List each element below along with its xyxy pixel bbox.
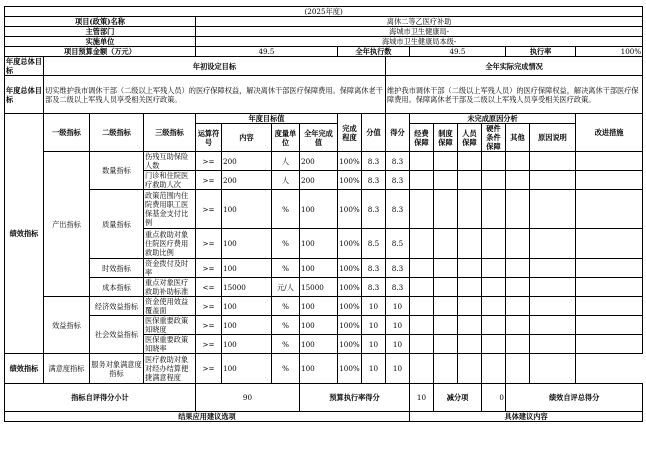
budget-score: 10	[410, 384, 434, 412]
row-score: 10	[362, 354, 386, 384]
empty-cell	[506, 259, 530, 278]
row-content: 100	[222, 297, 272, 316]
header-r5: 其他	[506, 124, 530, 152]
budget-value: 49.5	[196, 47, 338, 57]
empty-cell	[410, 278, 434, 297]
empty-cell	[458, 297, 482, 316]
header-score: 分值	[362, 114, 386, 152]
empty-cell	[576, 190, 643, 229]
empty-cell	[458, 316, 482, 335]
exec-value: 49.5	[410, 47, 506, 57]
unit: 海城市卫生健康局本级-	[196, 37, 643, 47]
project-name-label: 项目(政策)名称	[5, 17, 196, 27]
row-content: 200	[222, 171, 272, 190]
row-op: >=	[196, 152, 222, 171]
header-r4: 硬件条件保障	[482, 124, 506, 152]
row-value: 200	[300, 171, 338, 190]
row-value: 100	[300, 259, 338, 278]
table-row	[5, 278, 643, 297]
empty-cell	[506, 297, 530, 316]
row-op: >=	[196, 335, 222, 354]
empty-cell	[576, 335, 643, 354]
empty-cell	[576, 316, 643, 335]
empty-cell	[506, 171, 530, 190]
row-degree: 100%	[338, 229, 362, 259]
empty-cell	[434, 297, 458, 316]
self-score: 90	[196, 384, 300, 412]
rate-label: 执行率	[506, 47, 576, 57]
total-label: 绩效自评总得分	[506, 384, 643, 412]
row-content: 100	[222, 316, 272, 335]
group-social: 社会效益指标	[90, 316, 144, 354]
empty-cell	[458, 171, 482, 190]
empty-cell	[458, 335, 482, 354]
empty-cell	[434, 171, 458, 190]
empty-cell	[410, 259, 434, 278]
project-name: 离休二等乙医疗补助	[196, 17, 643, 27]
row-degree: 100%	[338, 152, 362, 171]
empty-cell	[506, 316, 530, 335]
empty-cell	[506, 190, 530, 229]
group-cost: 成本指标	[90, 278, 144, 297]
group-perf2: 绩效指标	[5, 354, 44, 384]
row-score: 8.3	[362, 152, 386, 171]
row-name: 医疗救助对象对经办结算便捷满意程度	[144, 354, 196, 384]
table-row	[5, 152, 643, 171]
empty-cell	[410, 297, 434, 316]
empty-cell	[530, 297, 576, 316]
empty-cell	[576, 297, 643, 316]
empty-cell	[434, 354, 458, 384]
empty-cell	[530, 354, 576, 384]
empty-cell	[576, 278, 643, 297]
row-value: 100	[300, 297, 338, 316]
table-row	[5, 297, 643, 316]
row-name: 政策范围内住院费用职工医保基金支付比例	[144, 190, 196, 229]
row-got: 8.3	[386, 171, 410, 190]
empty-cell	[410, 190, 434, 229]
empty-cell	[410, 171, 434, 190]
row-unit: 人	[272, 152, 300, 171]
row-name: 医保重要政策知晓度	[144, 316, 196, 335]
row-unit: 元/人	[272, 278, 300, 297]
row-score: 8.3	[362, 259, 386, 278]
row-op: >=	[196, 316, 222, 335]
row-value: 100	[300, 229, 338, 259]
empty-cell	[482, 335, 506, 354]
empty-cell	[530, 335, 576, 354]
row-unit: %	[272, 229, 300, 259]
group-benefit: 效益指标	[44, 297, 90, 354]
empty-cell	[482, 152, 506, 171]
year-title: (2025年度)	[5, 7, 643, 17]
row-value: 100	[300, 354, 338, 384]
row-degree: 100%	[338, 190, 362, 229]
empty-cell	[482, 229, 506, 259]
row-degree: 100%	[338, 259, 362, 278]
header-degree: 完成程度	[338, 114, 362, 152]
perf-label: 绩效指标	[5, 114, 44, 354]
empty-cell	[530, 278, 576, 297]
row-score: 10	[362, 297, 386, 316]
group-satisfaction: 满意度指标	[44, 354, 90, 384]
row-value: 100	[300, 190, 338, 229]
row-got: 8.3	[386, 152, 410, 171]
empty-cell	[482, 278, 506, 297]
row-score: 8.3	[362, 171, 386, 190]
row-unit: %	[272, 316, 300, 335]
empty-cell	[530, 229, 576, 259]
minus-label: 减分项	[434, 384, 482, 412]
row-value: 100	[300, 335, 338, 354]
row-op: <=	[196, 278, 222, 297]
empty-cell	[576, 152, 643, 171]
row-score: 8.3	[362, 278, 386, 297]
row-value: 15000	[300, 278, 338, 297]
unit-label: 实施单位	[5, 37, 196, 47]
row-name: 重点救助对象住院医疗费用救助比例	[144, 229, 196, 259]
header-full-year: 全年完成值	[300, 124, 338, 152]
empty-cell	[410, 335, 434, 354]
goal-actual-text: 维护我市调休干部（二级以上军残人员）的医疗保障权益，解决离休干部医疗保障费用。保障离休老干部及二级以上军残人员享受相关医疗政策。	[386, 76, 643, 114]
row-got: 8.5	[386, 229, 410, 259]
row-op: >=	[196, 171, 222, 190]
row-degree: 100%	[338, 171, 362, 190]
row-degree: 100%	[338, 354, 362, 384]
dept-label: 主管部门	[5, 27, 196, 37]
empty-cell	[576, 171, 643, 190]
row-name: 资金使用效益覆盖面	[144, 297, 196, 316]
empty-cell	[482, 259, 506, 278]
group-economic: 经济效益指标	[90, 297, 144, 316]
empty-cell	[530, 152, 576, 171]
empty-cell	[458, 229, 482, 259]
row-name: 重点对象医疗救助补助标准	[144, 278, 196, 297]
row-content: 100	[222, 354, 272, 384]
row-op: >=	[196, 259, 222, 278]
empty-cell	[410, 152, 434, 171]
empty-cell	[410, 316, 434, 335]
header-lvl1: 一级指标	[44, 114, 90, 152]
row-got: 10	[386, 335, 410, 354]
row-content: 15000	[222, 278, 272, 297]
row-op: >=	[196, 297, 222, 316]
row-degree: 100%	[338, 278, 362, 297]
budget-label: 项目预算金额（万元）	[5, 47, 196, 57]
empty-cell	[530, 171, 576, 190]
row-op: >=	[196, 229, 222, 259]
row-name: 医保重要政策知晓率	[144, 335, 196, 354]
row-score: 8.3	[362, 190, 386, 229]
empty-cell	[410, 229, 434, 259]
empty-cell	[458, 152, 482, 171]
goal-label: 年度总体目标	[6, 57, 42, 75]
row-value: 100	[300, 316, 338, 335]
empty-cell	[458, 259, 482, 278]
empty-cell	[482, 316, 506, 335]
empty-cell	[434, 190, 458, 229]
empty-cell	[482, 297, 506, 316]
row-name: 资金拨付及时率	[144, 259, 196, 278]
empty-cell	[482, 190, 506, 229]
header-improve: 改进措施	[576, 114, 643, 152]
exec-label: 全年执行数	[338, 47, 410, 57]
table-row	[5, 190, 643, 229]
empty-cell	[434, 229, 458, 259]
header-lvl2: 二级指标	[90, 114, 144, 152]
row-score: 10	[362, 316, 386, 335]
empty-cell	[434, 316, 458, 335]
row-got: 10	[386, 297, 410, 316]
group-timeliness: 时效指标	[90, 259, 144, 278]
group-output: 产出指标	[44, 152, 90, 297]
row-got: 10	[386, 316, 410, 335]
empty-cell	[482, 354, 506, 384]
goal-label-2: 年度总体目标	[5, 76, 44, 114]
row-name: 伤残互助保险人数	[144, 152, 196, 171]
row-content: 100	[222, 259, 272, 278]
header-target: 年度目标值	[196, 114, 338, 124]
empty-cell	[576, 229, 643, 259]
budget-score-label: 预算执行率得分	[300, 384, 410, 412]
table-row	[5, 259, 643, 278]
header-r3: 人员保障	[458, 124, 482, 152]
header-reasons: 未完成原因分析	[410, 114, 576, 124]
empty-cell	[506, 229, 530, 259]
empty-cell	[434, 278, 458, 297]
row-got: 8.3	[386, 278, 410, 297]
self-score-label: 指标自评得分小计	[5, 384, 196, 412]
minus-value: 0	[482, 384, 506, 412]
empty-cell	[530, 259, 576, 278]
goal-plan-text: 切实维护我市调休干部（二级以上军残人员）的医疗保障权益，解决离休干部医疗保障费用。保障离休老干部及二级以上军残人员享受相关医疗政策。	[44, 76, 386, 114]
group-quality: 质量指标	[90, 190, 144, 259]
row-unit: %	[272, 259, 300, 278]
suggest-label: 结果应用建议选项	[5, 412, 410, 422]
empty-cell	[434, 259, 458, 278]
row-score: 8.5	[362, 229, 386, 259]
table-row	[5, 316, 643, 335]
row-content: 100	[222, 229, 272, 259]
empty-cell	[434, 335, 458, 354]
empty-cell	[458, 278, 482, 297]
row-value: 200	[300, 152, 338, 171]
row-got: 8.3	[386, 190, 410, 229]
header-unit: 度量单位	[272, 124, 300, 152]
row-unit: %	[272, 297, 300, 316]
row-unit: %	[272, 354, 300, 384]
row-op: >=	[196, 190, 222, 229]
row-unit: %	[272, 190, 300, 229]
header-content: 内容	[222, 124, 272, 152]
row-name: 门诊和住院医疗救助人次	[144, 171, 196, 190]
empty-cell	[506, 152, 530, 171]
header-got: 得分	[386, 114, 410, 152]
dept: 海城市卫生健康局-	[196, 27, 643, 37]
empty-cell	[458, 190, 482, 229]
header-r2: 制度保障	[434, 124, 458, 152]
goal-plan-header: 年初设定目标	[44, 57, 386, 76]
row-got: 10	[386, 354, 410, 384]
advice-label: 具体建议内容	[410, 412, 643, 422]
row-unit: %	[272, 335, 300, 354]
row-score: 10	[362, 335, 386, 354]
empty-cell	[576, 259, 643, 278]
empty-cell	[530, 190, 576, 229]
empty-cell	[410, 354, 434, 384]
row-content: 200	[222, 152, 272, 171]
rate-value: 100%	[576, 47, 643, 57]
row-degree: 100%	[338, 316, 362, 335]
evaluation-table	[4, 6, 643, 422]
empty-cell	[458, 354, 482, 384]
empty-cell	[506, 354, 530, 384]
header-r6: 原因说明	[530, 124, 576, 152]
row-content: 100	[222, 190, 272, 229]
empty-cell	[482, 171, 506, 190]
group-quantity: 数量指标	[90, 152, 144, 190]
header-lvl3: 三级指标	[144, 114, 196, 152]
header-r1: 经费保障	[410, 124, 434, 152]
empty-cell	[530, 316, 576, 335]
row-got: 8.3	[386, 259, 410, 278]
evaluation-form	[4, 6, 642, 422]
row-unit: 人	[272, 171, 300, 190]
sat-lvl3: 服务对象满意度指标	[90, 354, 144, 384]
empty-cell	[506, 335, 530, 354]
row-op: >=	[196, 354, 222, 384]
row-content: 100	[222, 335, 272, 354]
row-degree: 100%	[338, 297, 362, 316]
header-op: 运算符号	[196, 124, 222, 152]
empty-cell	[506, 278, 530, 297]
row-degree: 100%	[338, 335, 362, 354]
empty-cell	[434, 152, 458, 171]
goal-actual-header: 全年实际完成情况	[386, 57, 643, 76]
table-row	[5, 354, 643, 384]
